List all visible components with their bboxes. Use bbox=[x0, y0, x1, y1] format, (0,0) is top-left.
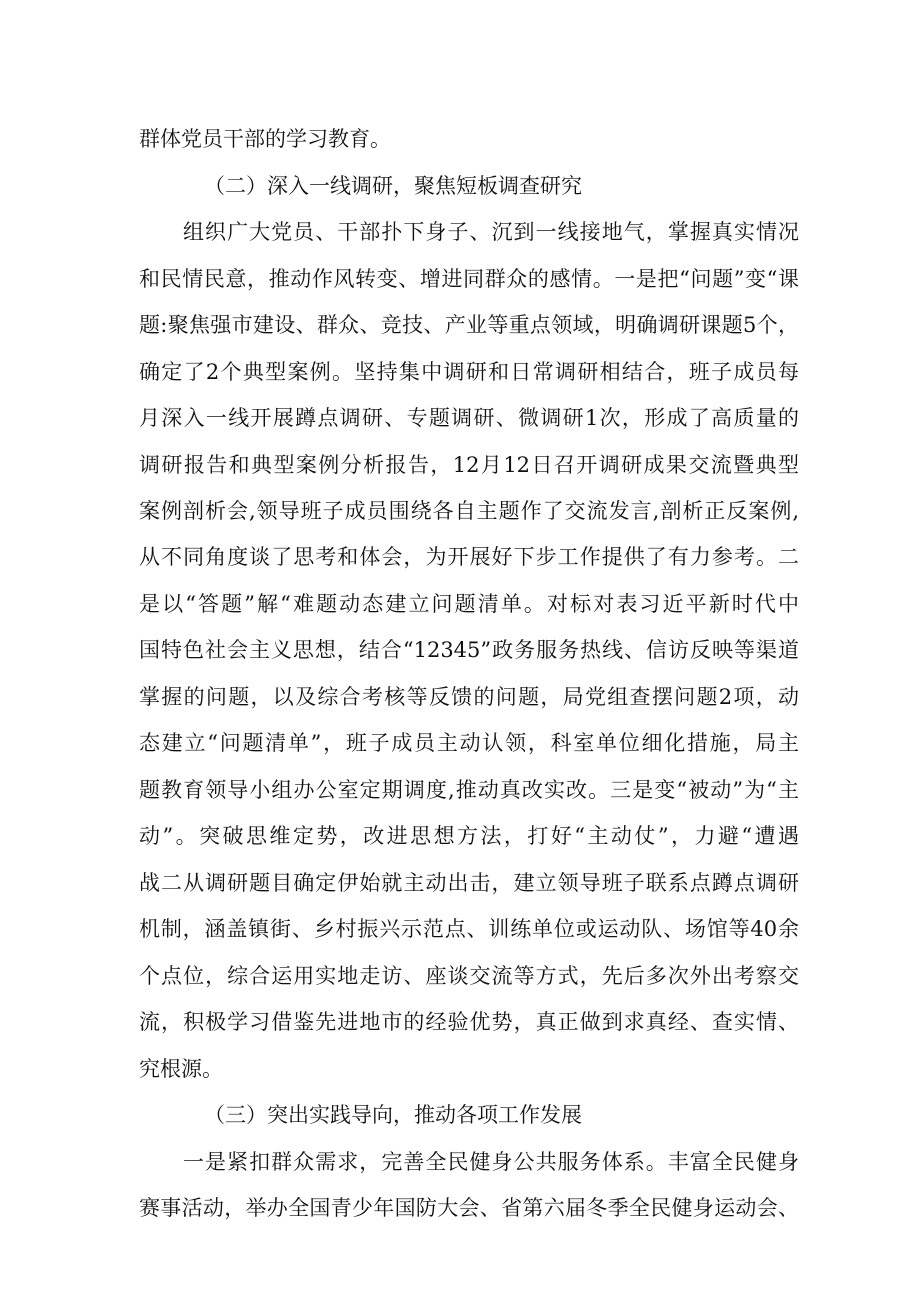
paragraph-line: 机制，涵盖镇街、乡村振兴示范点、训练单位或运动队、场馆等40余 bbox=[139, 917, 799, 941]
paragraph-line: 赛事活动，举办全国青少年国防大会、省第六届冬季全民健身运动会、 bbox=[139, 1196, 799, 1220]
paragraph-line: 态建立“问题清单”，班子成员主动认领，科室单位细化措施，局主 bbox=[139, 731, 799, 755]
paragraph-line: 流，积极学习借鉴先进地市的经验优势，真正做到求真经、查实情、 bbox=[139, 1010, 799, 1034]
section-heading: （三）突出实践导向，推动各项工作发展 bbox=[204, 1103, 582, 1127]
paragraph-line: 案例剖析会,领导班子成员围绕各自主题作了交流发言,剖析正反案例, bbox=[139, 499, 799, 523]
paragraph-line: 月深入一线开展蹲点调研、专题调研、微调研1次，形成了高质量的 bbox=[139, 406, 799, 430]
paragraph-line: 从不同角度谈了思考和体会，为开展好下步工作提供了有力参考。二 bbox=[139, 545, 799, 569]
paragraph-line: 个点位，综合运用实地走访、座谈交流等方式，先后多次外出考察交 bbox=[139, 964, 799, 988]
paragraph-line: 题:聚焦强市建设、群众、竞技、产业等重点领域，明确调研课题5个， bbox=[139, 313, 799, 337]
paragraph-line: 究根源。 bbox=[139, 1057, 223, 1081]
paragraph-line: 一是紧扣群众需求，完善全民健身公共服务体系。丰富全民健身 bbox=[183, 1150, 799, 1174]
paragraph-line: 确定了2个典型案例。坚持集中调研和日常调研相结合，班子成员每 bbox=[139, 360, 799, 384]
paragraph-line: 战二从调研题目确定伊始就主动出击，建立领导班子联系点蹲点调研 bbox=[139, 871, 799, 895]
paragraph-line: 题教育领导小组办公室定期调度,推动真改实改。三是变“被动”为“主 bbox=[139, 778, 799, 802]
paragraph-line: 群体党员干部的学习教育。 bbox=[139, 127, 391, 151]
paragraph-line: 掌握的问题，以及综合考核等反馈的问题，局党组查摆问题2项，动 bbox=[139, 685, 799, 709]
section-heading: （二）深入一线调研，聚焦短板调查研究 bbox=[204, 174, 582, 198]
paragraph-line: 国特色社会主义思想，结合“12345”政务服务热线、信访反映等渠道 bbox=[139, 638, 799, 662]
paragraph-line: 和民情民意，推动作风转变、增进同群众的感情。一是把“问题”变“课 bbox=[139, 267, 799, 291]
paragraph-line: 动”。突破思维定势，改进思想方法，打好“主动仗”，力避“遭遇 bbox=[139, 824, 799, 848]
paragraph-line: 组织广大党员、干部扑下身子、沉到一线接地气，掌握真实情况 bbox=[183, 220, 799, 244]
paragraph-line: 调研报告和典型案例分析报告，12月12日召开调研成果交流暨典型 bbox=[139, 453, 799, 477]
paragraph-line: 是以“答题”解“难题动态建立问题清单。对标对表习近平新时代中 bbox=[139, 592, 799, 616]
